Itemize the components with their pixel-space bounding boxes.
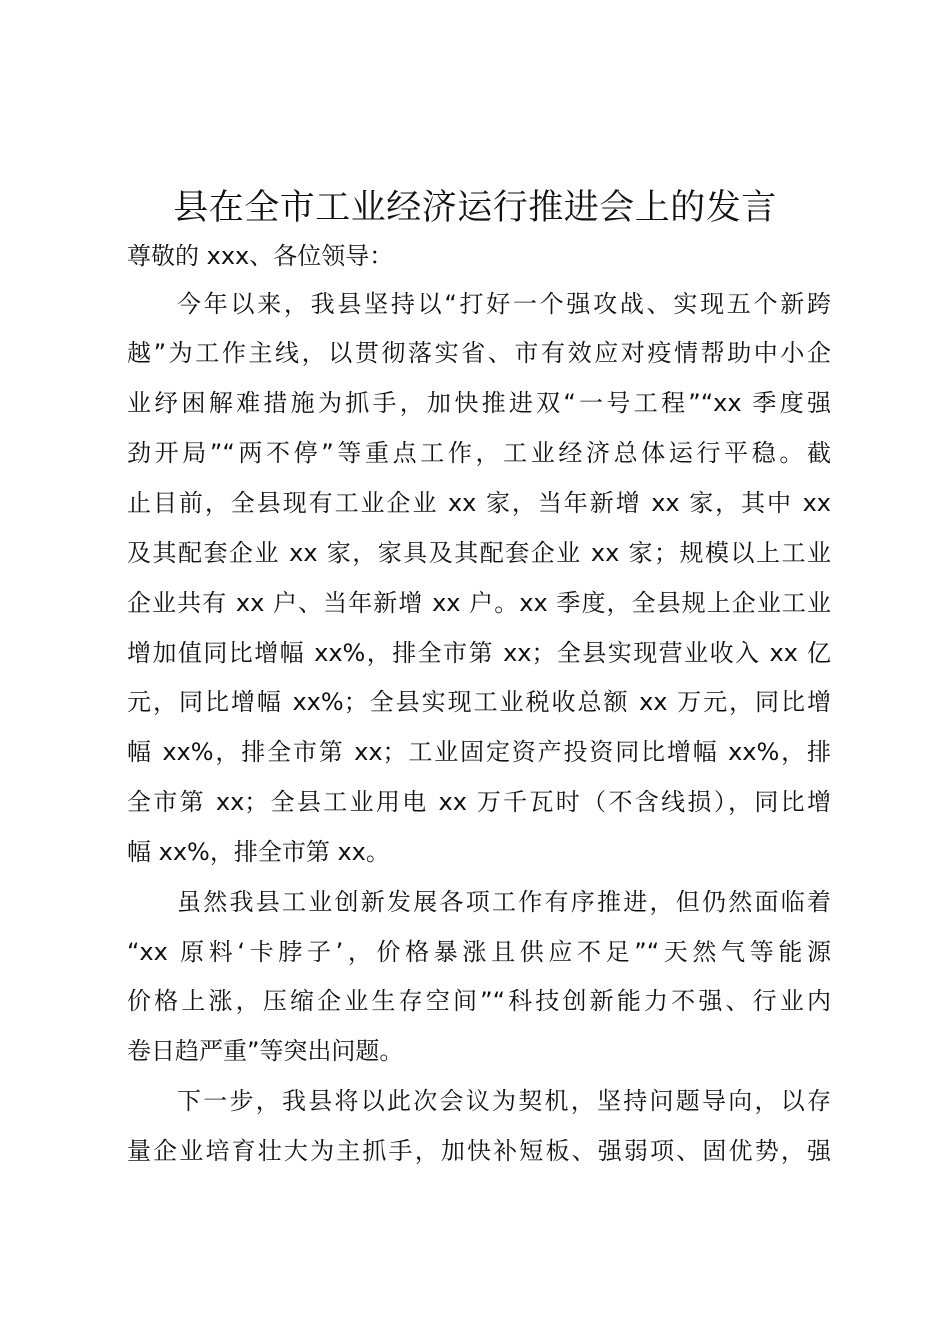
paragraph-1-line: 增加值同比增幅 xx%，排全市第 xx；全县实现营业收入 xx 亿 xyxy=(127,639,831,667)
document-title: 县在全市工业经济运行推进会上的发言 xyxy=(173,188,777,228)
paragraph-1-line: 业纾困解难措施为抓手，加快推进双“一号工程”“xx 季度强 xyxy=(127,389,831,417)
paragraph-2-line: 卷日趋严重”等突出问题。 xyxy=(127,1037,404,1065)
salutation: 尊敬的 xxx、各位领导： xyxy=(127,242,394,270)
paragraph-2-line: 价格上涨，压缩企业生存空间”“科技创新能力不强、行业内 xyxy=(127,987,831,1015)
paragraph-1-line: 全市第 xx；全县工业用电 xx 万千瓦时（不含线损），同比增 xyxy=(127,788,831,816)
paragraph-1-line: 企业共有 xx 户、当年新增 xx 户。xx 季度，全县规上企业工业 xyxy=(127,589,831,617)
paragraph-1-line: 今年以来，我县坚持以“打好一个强攻战、实现五个新跨 xyxy=(177,290,831,318)
paragraph-3-line: 下一步，我县将以此次会议为契机，坚持问题导向，以存 xyxy=(177,1087,831,1115)
paragraph-1-line: 劲开局”“两不停”等重点工作，工业经济总体运行平稳。截 xyxy=(127,439,831,467)
paragraph-1-line: 越”为工作主线，以贯彻落实省、市有效应对疫情帮助中小企 xyxy=(127,339,831,367)
paragraph-1-line: 幅 xx%，排全市第 xx；工业固定资产投资同比增幅 xx%，排 xyxy=(127,738,831,766)
paragraph-1-line: 幅 xx%，排全市第 xx。 xyxy=(127,838,390,866)
paragraph-3-line: 量企业培育壮大为主抓手，加快补短板、强弱项、固优势，强 xyxy=(127,1137,831,1165)
paragraph-1-line: 及其配套企业 xx 家，家具及其配套企业 xx 家；规模以上工业 xyxy=(127,539,831,567)
paragraph-2-line: 虽然我县工业创新发展各项工作有序推进，但仍然面临着 xyxy=(177,888,831,916)
paragraph-1-line: 元，同比增幅 xx%；全县实现工业税收总额 xx 万元，同比增 xyxy=(127,688,831,716)
paragraph-1-line: 止目前，全县现有工业企业 xx 家，当年新增 xx 家，其中 xx xyxy=(127,489,831,517)
paragraph-2-line: “xx 原料‘卡脖子’，价格暴涨且供应不足”“天然气等能源 xyxy=(127,938,831,966)
